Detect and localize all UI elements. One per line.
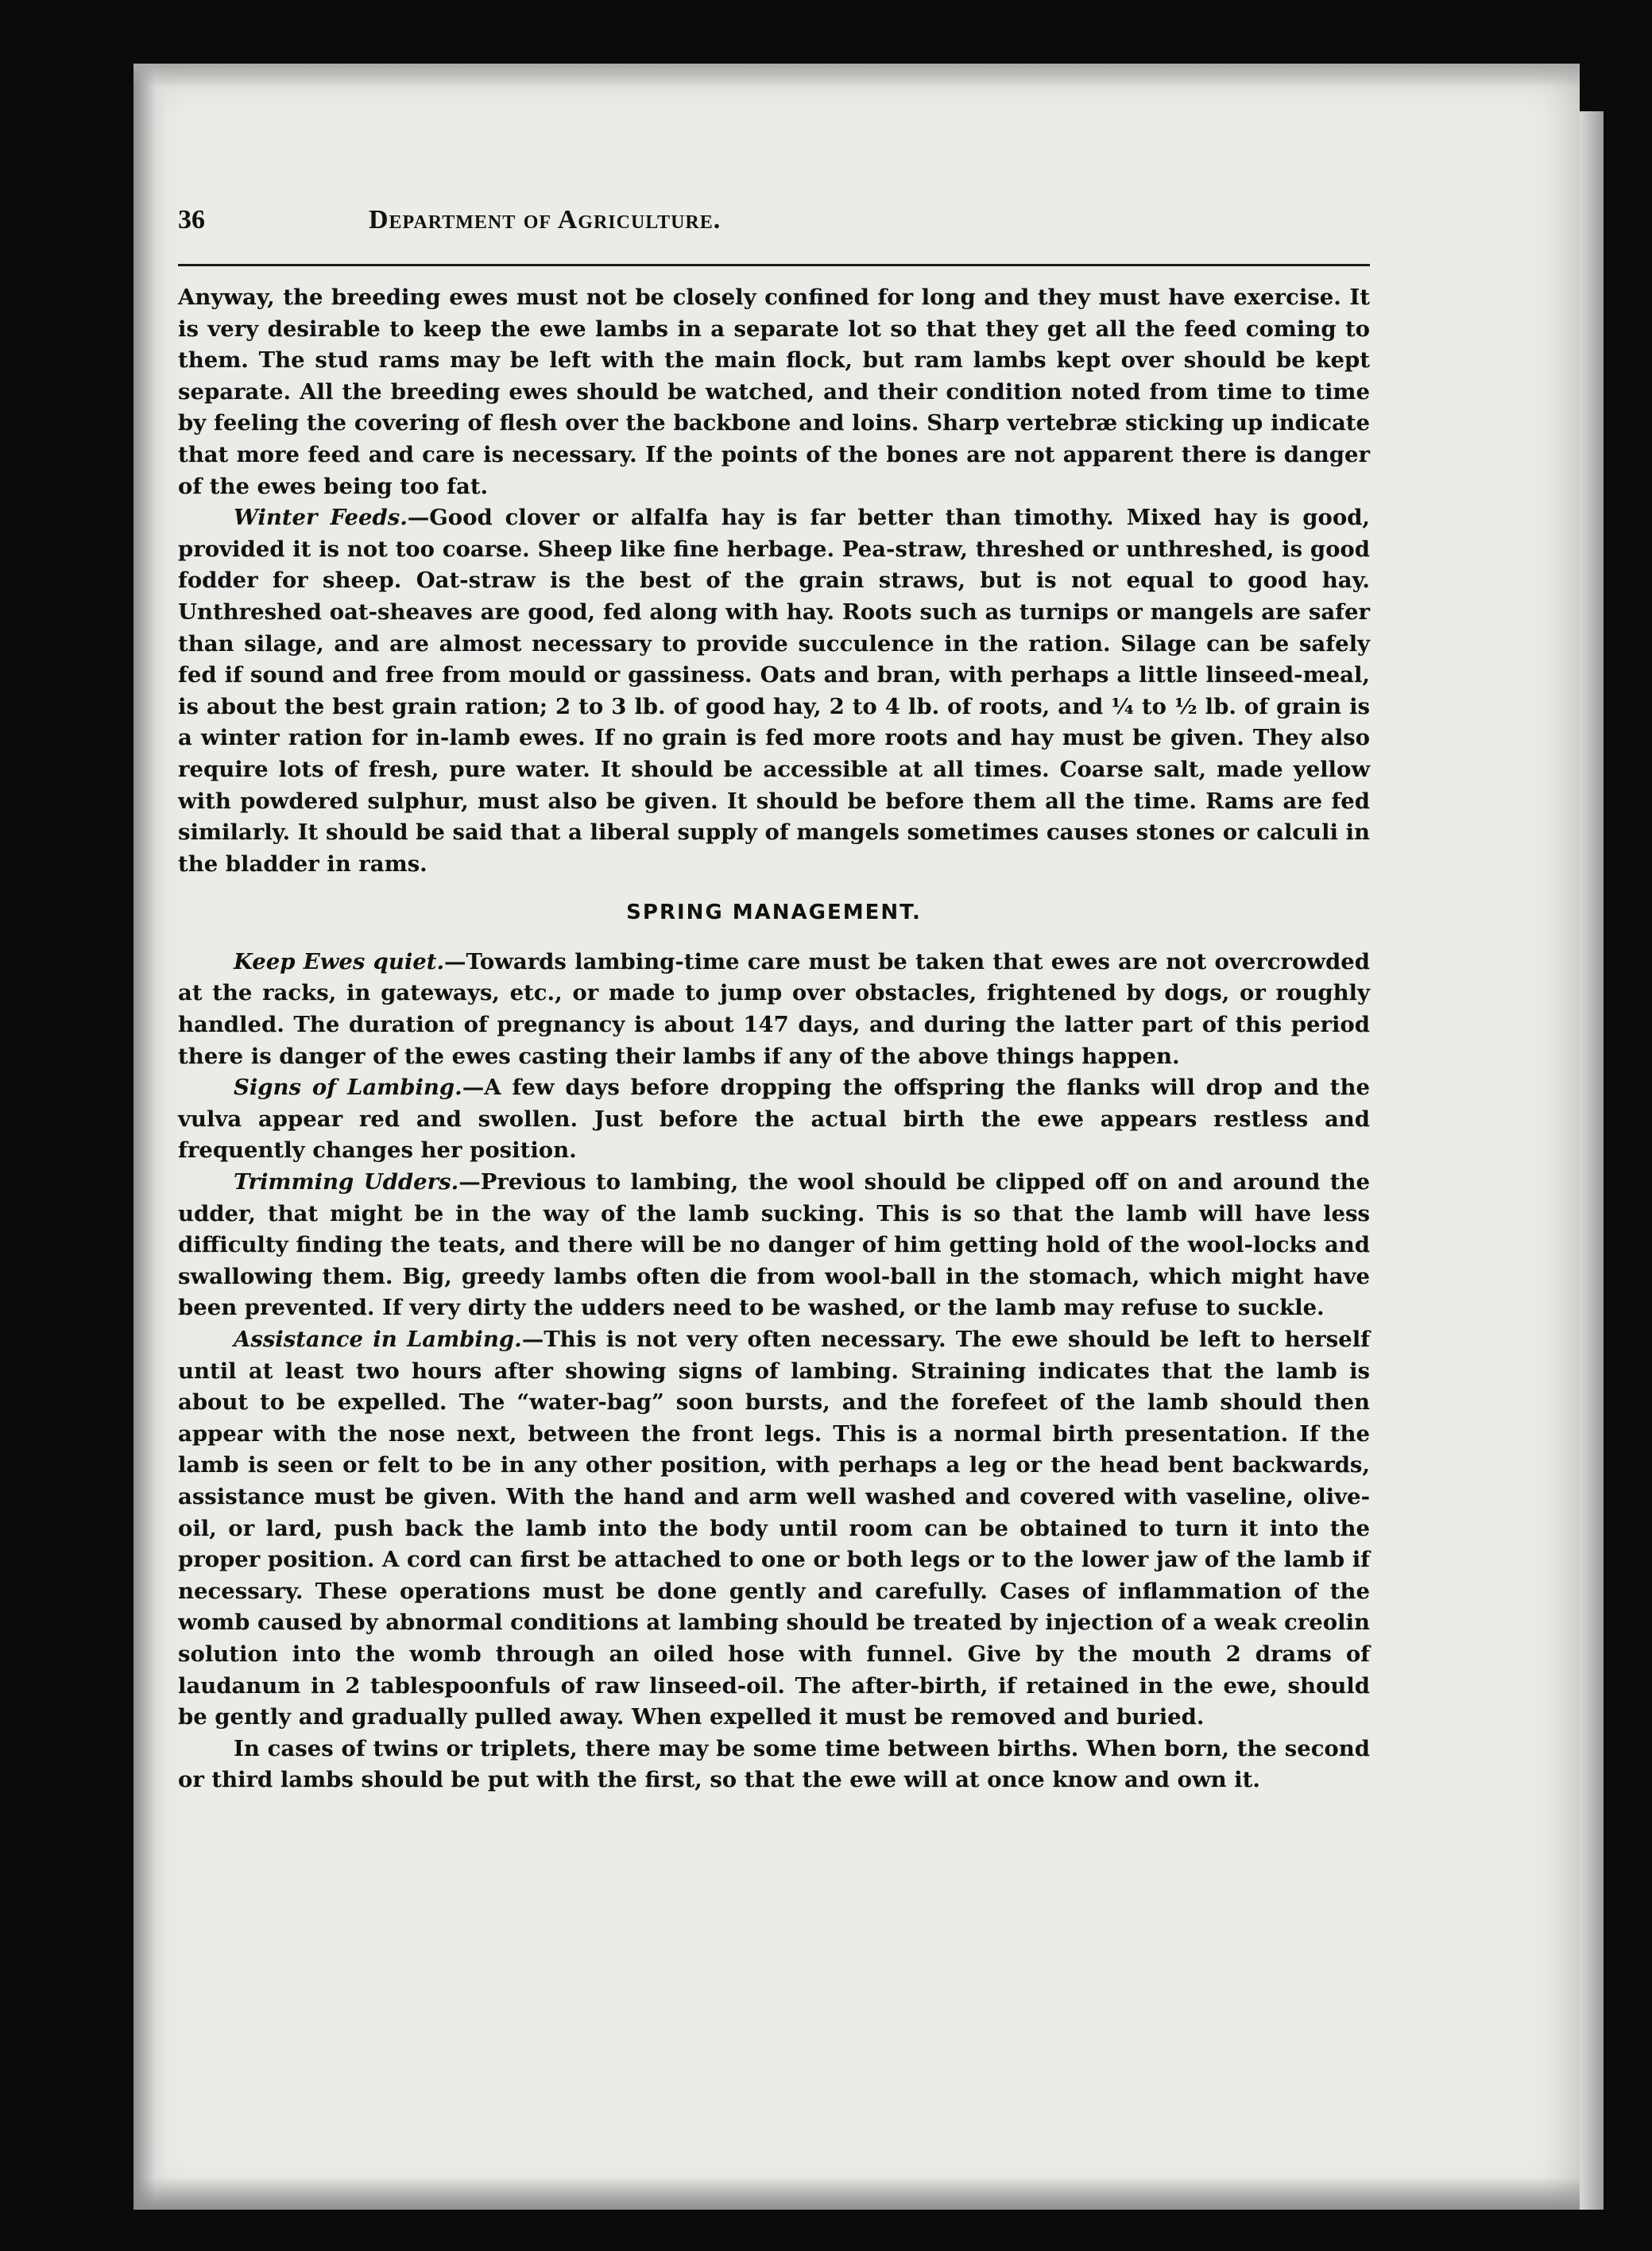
paragraph-exercise: Anyway, the breeding ewes must not be closely confined for long and they must have exercise. It is very desirable to keep the ewe lambs in a separate lot so that they get all the feed coming to them. The stud rams may be left with the main flock, but ram lambs kept over should be kept separate. All the breeding ewes should be watched, and their condition noted from time to time by feeling the covering of flesh over the backbone and loins. Sharp vertebræ sticking up indicate that more feed and care is necessary. If the points of the bones are not apparent there is danger of the ewes being too fat. (178, 285, 1370, 499)
paragraph-lead: Assistance in Lambing. (234, 1327, 522, 1352)
paragraph-lead: Keep Ewes quiet. (234, 948, 445, 974)
running-head: Department of Agriculture. (369, 205, 722, 234)
paragraph-trimming-udders (178, 1167, 1370, 1324)
page-content (178, 205, 1370, 1796)
paragraph-text: —This is not very often necessary. The ewe should be left to herself until at least two hours after showing signs of lambing. Straining indicates that the lamb is about to be expelled. The “water-bag” soon bursts, and the forefeet of the lamb should then appear with the nose next, between the front legs. This is a normal birth presentation. If the lamb is seen or felt to be in any other position, with perhaps a leg or the head bent backwards, assistance must be given. With the hand and arm well washed and covered with vaseline, olive-oil, or lard, push back the lamb into the body until room can be obtained to turn it into the proper position. A cord can first be attached to one or both legs or to the lower jaw of the lamb if necessary. These operations must be done gently and carefully. Cases of inflammation of the womb caused by abnormal conditions at lambing should be treated by injection of a weak creolin solution into the womb through an oiled hose with funnel. Give by the mouth 2 drams of laudanum in 2 tablespoonfuls of raw linseed-oil. The after-birth, if retained in the ewe, should be gently and gradually pulled away. When expelled it must be removed and buried. (178, 1327, 1370, 1730)
page-number: 36 (178, 205, 205, 234)
paragraph-keep-ewes-quiet (178, 947, 1370, 1072)
paragraph-lead: Winter Feeds. (234, 505, 408, 531)
page-shadow-left (133, 64, 165, 2210)
page-shadow-top (133, 64, 1580, 87)
header-rule (178, 264, 1370, 266)
paragraph-winter-feeds (178, 502, 1370, 880)
facing-page-edge (1580, 111, 1604, 2210)
paragraph-twins-triplets: In cases of twins or triplets, there may be some time between births. When born, the second or third lambs should be put with the first, so that the ewe will at once know and own it. (178, 1735, 1370, 1793)
page-shadow-bottom (133, 2178, 1580, 2210)
paragraph-text: —A few days before dropping the offspring the flanks will drop and the vulva appear red and swollen. Just before the actual birth the ewe appears restless and frequently changes her position. (178, 1075, 1370, 1164)
paragraph-assistance-in-lambing (178, 1324, 1370, 1734)
paragraph-text: —Towards lambing-time care must be taken that ewes are not overcrowded at the racks, in gateways, etc., or made to jump over obstacles, frightened by dogs, or roughly handled. The duration of pregnancy is about 147 days, and during the latter part of this period there is danger of the ewes casting their lambs if any of the above things happen. (178, 948, 1370, 1069)
paragraph-lead: Signs of Lambing. (234, 1075, 462, 1101)
body-text (178, 282, 1370, 1796)
paragraph-text: —Previous to lambing, the wool should be clipped off on and around the udder, that might be in the way of the lamb sucking. This is so that the lamb will have less difficulty finding the teats, and there will be no danger of him getting hold of the wool-locks and swallowing them. Big, greedy lambs often die from wool-ball in the stomach, which might have been prevented. If very dirty the udders need to be washed, or the lamb may refuse to suckle. (178, 1169, 1370, 1321)
page-header (178, 205, 1370, 250)
paragraph-text: —Good clover or alfalfa hay is far better than timothy. Mixed hay is good, provided it is not too coarse. Sheep like fine herbage. Pea-straw, threshed or unthreshed, is good fodder for sheep. Oat-straw is the best of the grain straws, but is not equal to good hay. Unthreshed oat-sheaves are good, fed along with hay. Roots such as turnips or mangels are safer than silage, and are almost necessary to provide succulence in the ration. Silage can be safely fed if sound and free from mould or gassiness. Oats and bran, with perhaps a little linseed-meal, is about the best grain ration; 2 to 3 lb. of good hay, 2 to 4 lb. of roots, and ¼ to ½ lb. of grain is a winter ration for in-lamb ewes. If no grain is fed more roots and hay must be given. They also require lots of fresh, pure water. It should be accessible at all times. Coarse salt, made yellow with powdered sulphur, must also be given. It should be before them all the time. Rams are fed similarly. It should be said that a liberal supply of mangels sometimes causes stones or calculi in the bladder in rams. (178, 505, 1370, 877)
paragraph-lead: Trimming Udders. (234, 1169, 459, 1195)
paragraph-signs-of-lambing (178, 1072, 1370, 1167)
section-heading: SPRING MANAGEMENT. (626, 901, 922, 925)
